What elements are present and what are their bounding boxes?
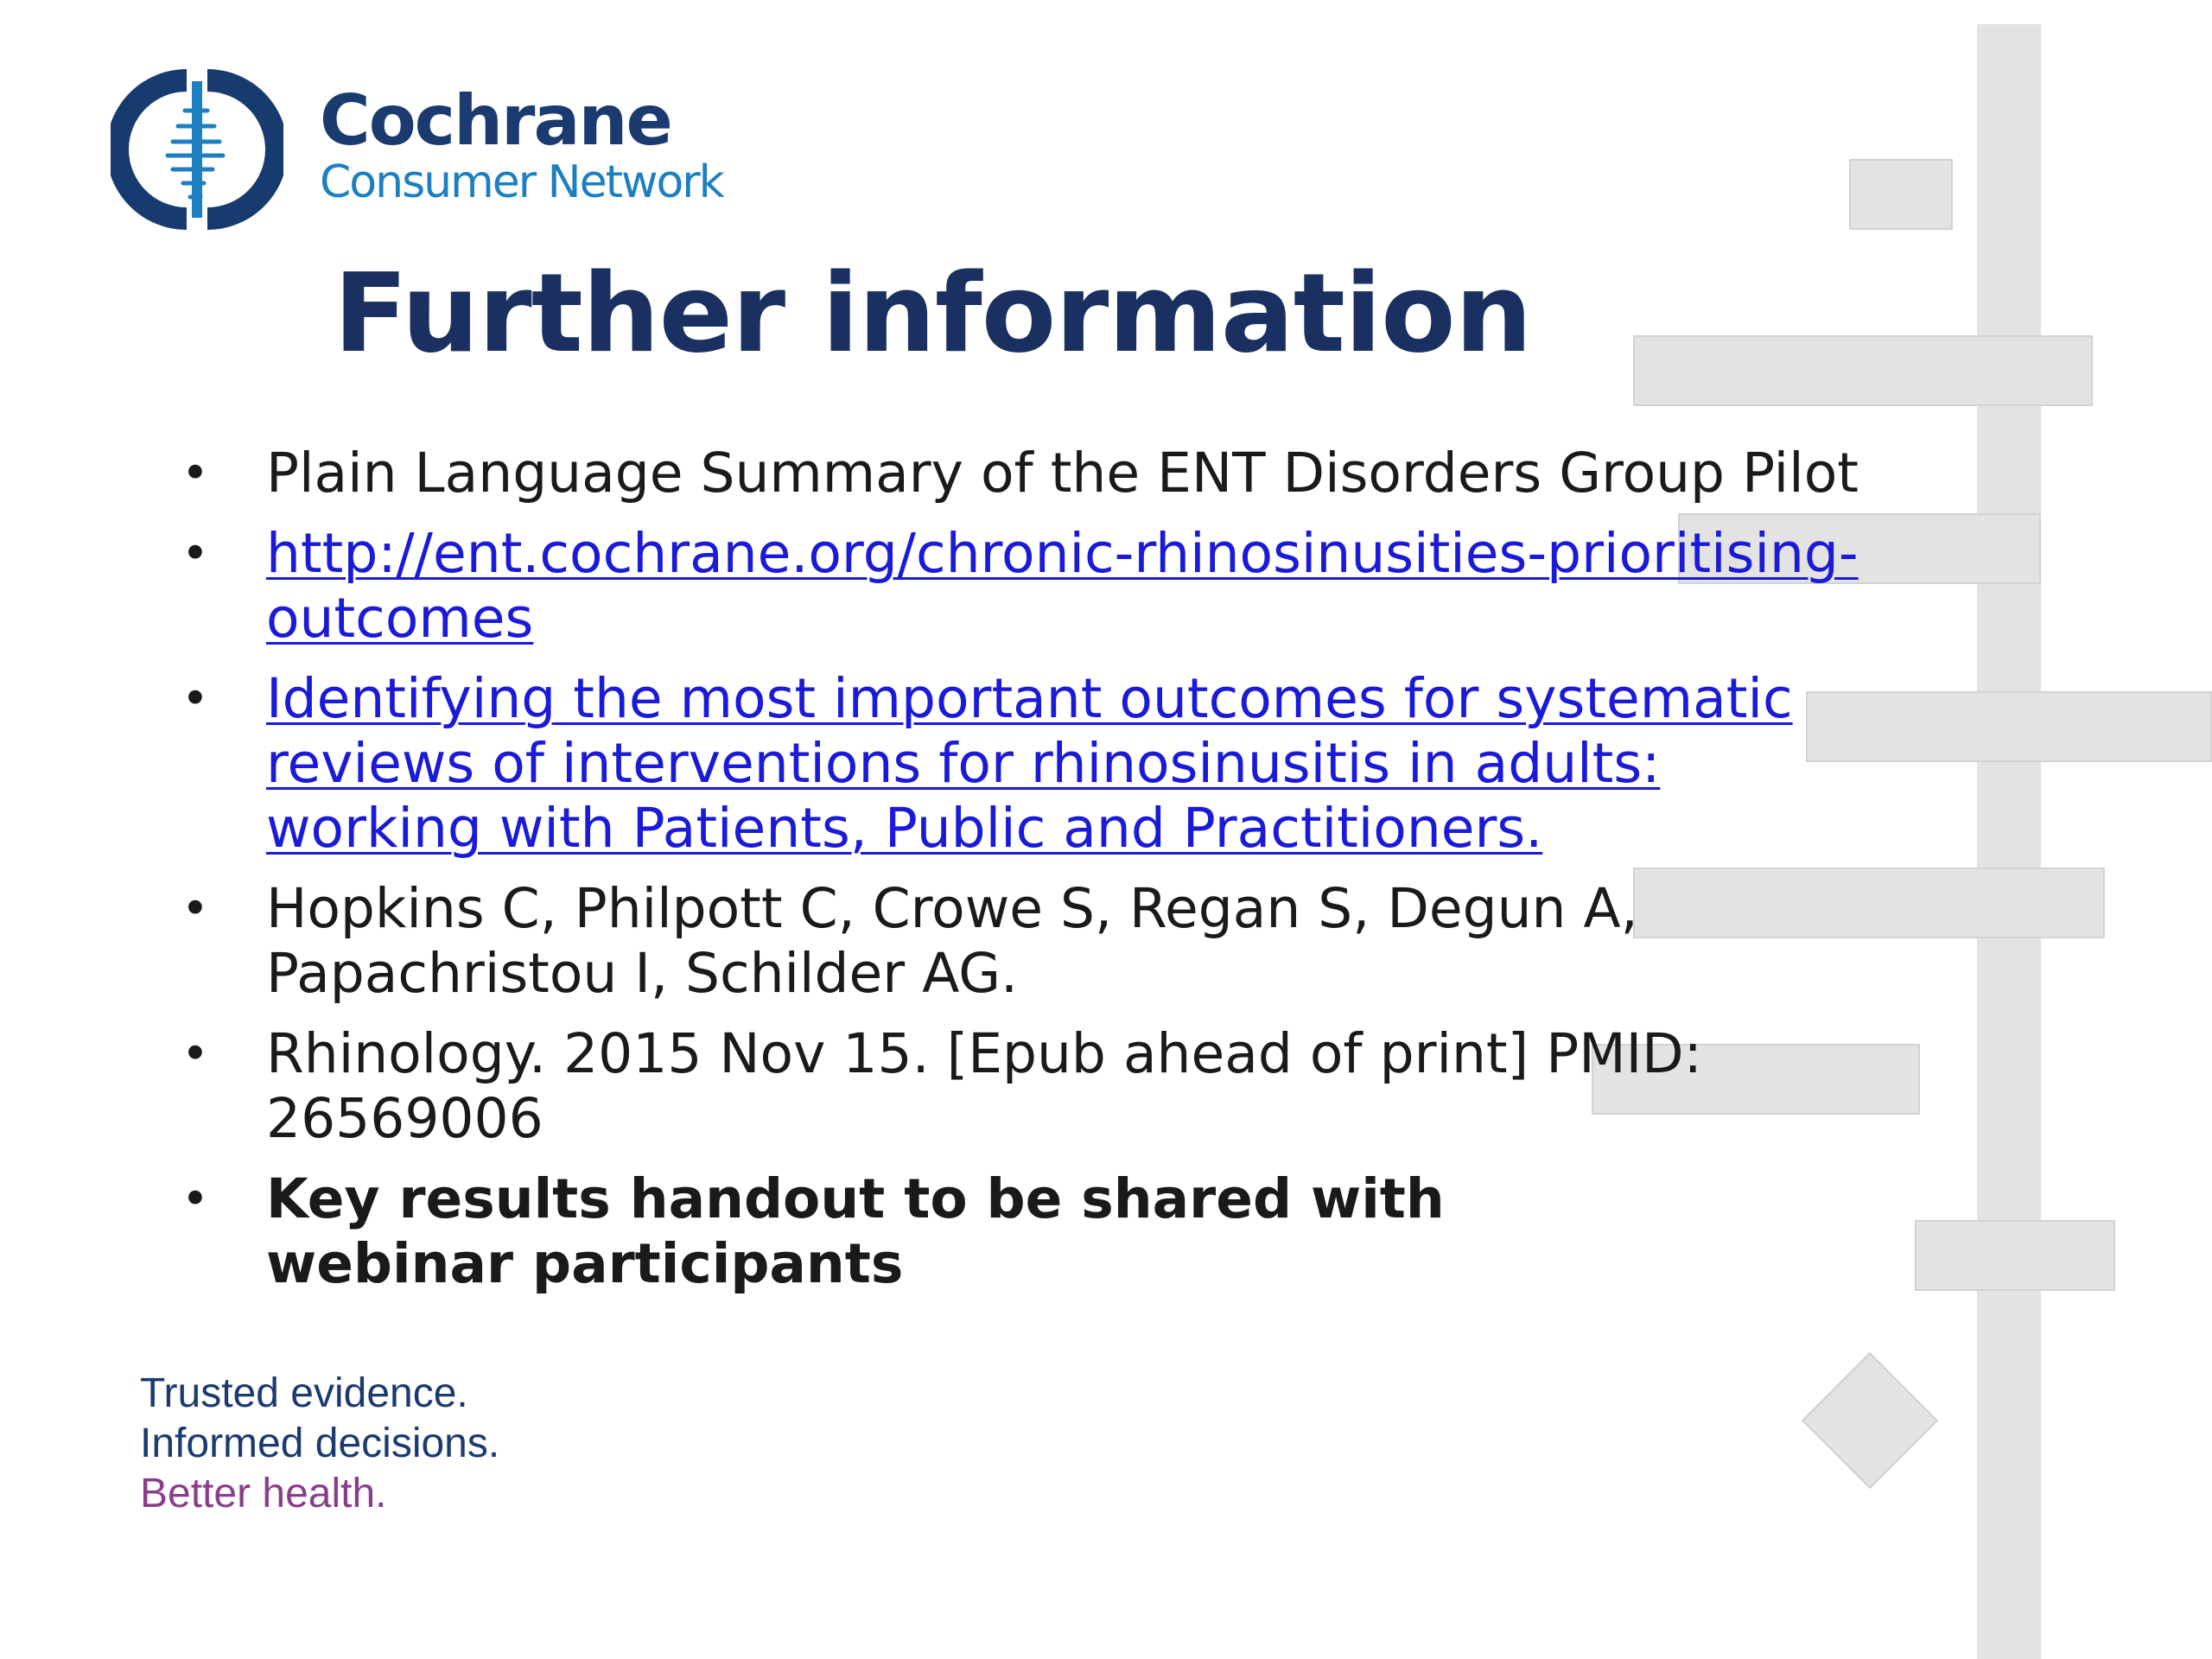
bullet-icon: •	[181, 881, 209, 936]
bullet-icon: •	[181, 1027, 209, 1081]
decorative-diamond	[1802, 1352, 1938, 1489]
bullet-text: Rhinology. 2015 Nov 15. [Epub ahead of print] PMID: 26569006	[266, 1022, 1702, 1150]
list-item	[181, 1021, 1892, 1151]
list-item	[181, 521, 1892, 651]
slide-title: Further information	[334, 250, 1532, 377]
list-item	[181, 666, 1892, 861]
cochrane-logo-icon	[111, 60, 283, 238]
list-item	[181, 1166, 1892, 1296]
bullet-list	[181, 441, 1892, 1312]
decorative-bar	[1633, 335, 2093, 406]
bullet-icon: •	[181, 1172, 209, 1226]
logo-subtitle: Consumer Network	[320, 156, 723, 209]
bullet-icon: •	[181, 446, 209, 500]
decorative-spine	[1977, 24, 2041, 1659]
bullet-text: Hopkins C, Philpott C, Crowe S, Regan S, Degun A, Papachristou I, Schilder AG.	[266, 877, 1638, 1005]
decorative-bar	[1849, 159, 1953, 230]
tagline-line-2: Informed decisions.	[140, 1421, 500, 1466]
ent-pilot-link[interactable]: http://ent.cochrane.org/chronic-rhinosinusities-prioritising-outcomes	[266, 522, 1859, 650]
paper-title-link[interactable]: Identifying the most important outcomes for systematic reviews of interventions for rhinosinusitis in adults: working with Patients, Public and Practitioners.	[266, 667, 1793, 860]
logo-name: Cochrane	[320, 80, 671, 162]
tagline-line-1: Trusted evidence.	[140, 1370, 468, 1416]
decorative-bar	[1915, 1220, 2115, 1291]
bullet-text: Plain Language Summary of the ENT Disorders Group Pilot	[266, 442, 1859, 505]
tagline	[140, 1369, 499, 1519]
cochrane-logo	[111, 60, 723, 238]
tagline-line-3: Better health.	[140, 1471, 387, 1516]
list-item	[181, 876, 1892, 1006]
bullet-icon: •	[181, 671, 209, 726]
bullet-icon: •	[181, 526, 209, 581]
bullet-text-bold: Key results handout to be shared with webinar participants	[266, 1167, 1445, 1295]
list-item	[181, 441, 1892, 505]
